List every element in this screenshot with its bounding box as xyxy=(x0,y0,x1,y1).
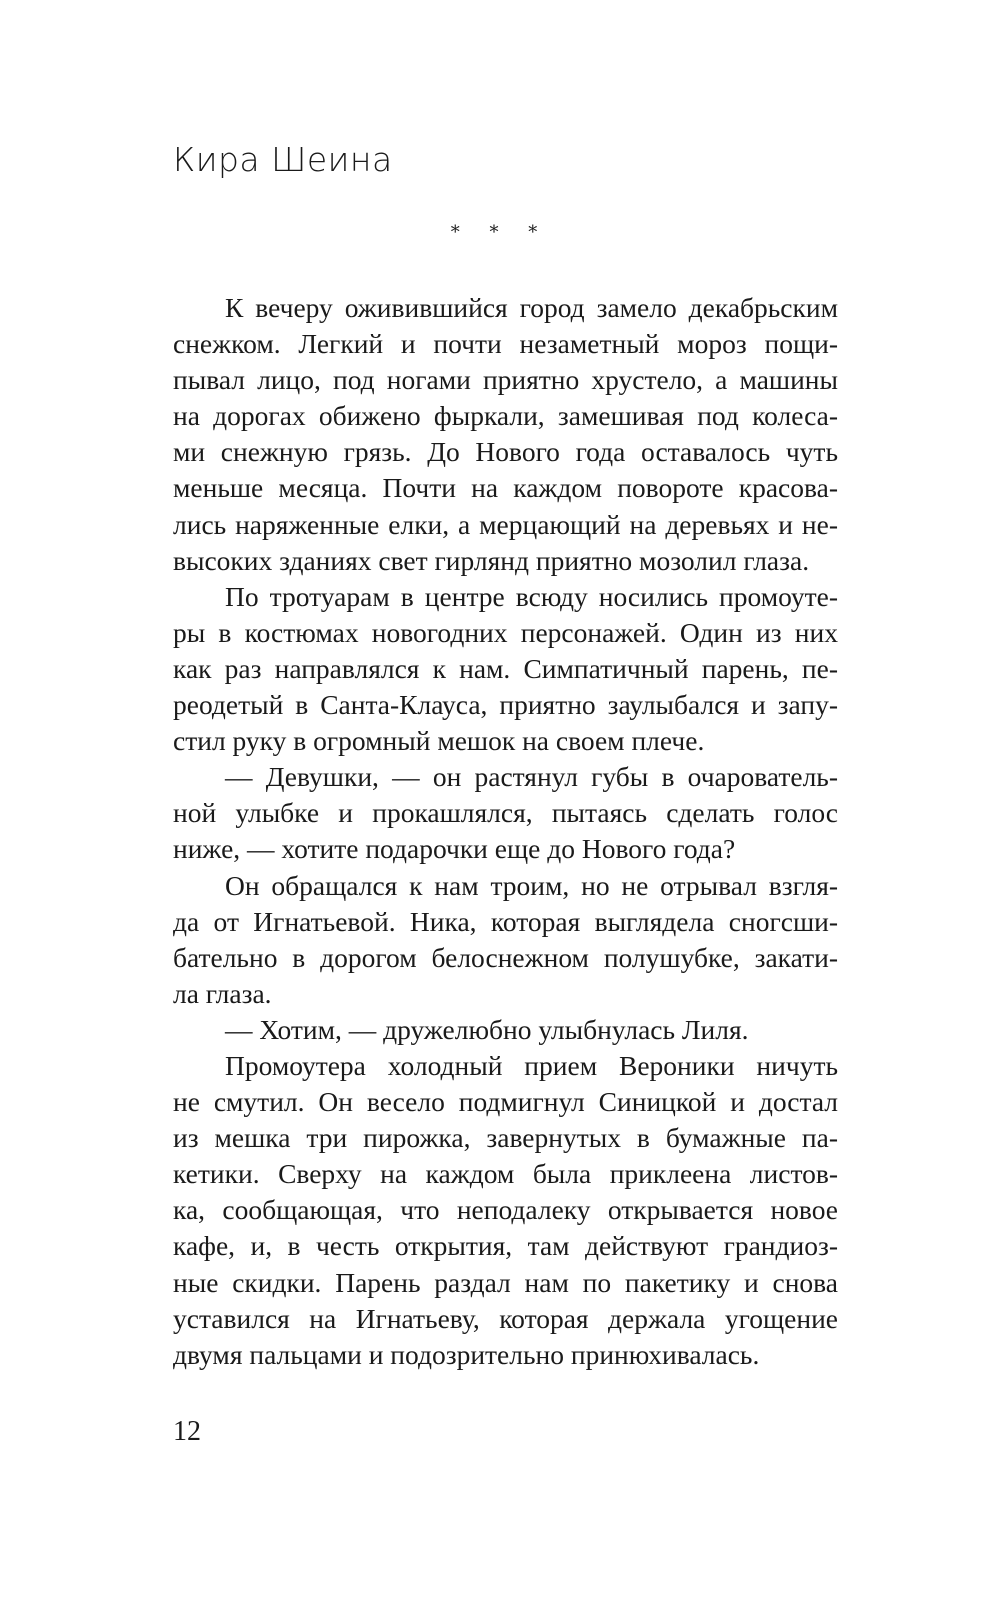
body-text xyxy=(173,290,838,1373)
text-line: Промоутера холодный прием Вероники ничуть xyxy=(225,1049,838,1081)
text-line: не смутил. Он весело подмигнул Синицкой и достал xyxy=(173,1086,838,1118)
text-line: ной улыбке и прокашлялся, пытаясь сделать голос xyxy=(173,797,838,829)
text-line: на дорогах обижено фыркали, замешивая под колеса- xyxy=(173,400,838,432)
text-line: ниже, — хотите подарочки еще до Нового года? xyxy=(173,833,736,865)
text-line: меньше месяца. Почти на каждом повороте красова- xyxy=(173,472,838,504)
text-line: снежком. Легкий и почти незаметный мороз пощи- xyxy=(173,328,838,360)
text-line: ры в костюмах новогодних персонажей. Один из них xyxy=(173,616,838,648)
text-line: бательно в дорогом белоснежном полушубке, закати- xyxy=(173,941,838,973)
text-line: двумя пальцами и подозрительно принюхивалась. xyxy=(173,1338,760,1370)
section-separator: * * * xyxy=(450,222,550,243)
text-line: — Девушки, — он растянул губы в очарователь- xyxy=(225,761,838,793)
text-line: ла глаза. xyxy=(173,977,272,1009)
text-line: К вечеру оживившийся город замело декабрьским xyxy=(225,292,838,323)
text-line: стил руку в огромный мешок на своем плече. xyxy=(173,725,705,757)
text-line: как раз направлялся к нам. Симпатичный парень, пе- xyxy=(173,652,838,684)
text-line: ка, сообщающая, что неподалеку открывается новое xyxy=(173,1194,838,1226)
running-head-author: Кира Шеина xyxy=(173,140,393,179)
text-line: ми снежную грязь. До Нового года оставалось чуть xyxy=(173,436,838,468)
text-line: кафе, и, в честь открытия, там действуют грандиоз- xyxy=(173,1230,838,1262)
text-line: — Хотим, — дружелюбно улыбнулась Лиля. xyxy=(225,1013,749,1045)
text-line: пывал лицо, под ногами приятно хрустело, а машины xyxy=(173,364,838,396)
text-line: Он обращался к нам троим, но не отрывал взгля- xyxy=(225,869,838,901)
text-line: уставился на Игнатьеву, которая держала угощение xyxy=(173,1302,838,1334)
text-line: лись наряженные елки, а мерцающий на деревьях и не- xyxy=(173,508,838,540)
text-line: кетики. Сверху на каждом была приклеена листов- xyxy=(173,1158,838,1190)
text-line: да от Игнатьевой. Ника, которая выглядела сногсши- xyxy=(173,905,838,937)
text-line: ные скидки. Парень раздал нам по пакетику и снова xyxy=(173,1266,838,1298)
text-line: реодетый в Санта-Клауса, приятно заулыбался и запу- xyxy=(173,689,838,721)
text-line: из мешка три пирожка, завернутых в бумажные па- xyxy=(173,1122,838,1154)
text-line: высоких зданиях свет гирлянд приятно мозолил глаза. xyxy=(173,544,810,576)
page-number: 12 xyxy=(173,1416,201,1447)
text-line: По тротуарам в центре всюду носились промоуте- xyxy=(225,580,838,612)
